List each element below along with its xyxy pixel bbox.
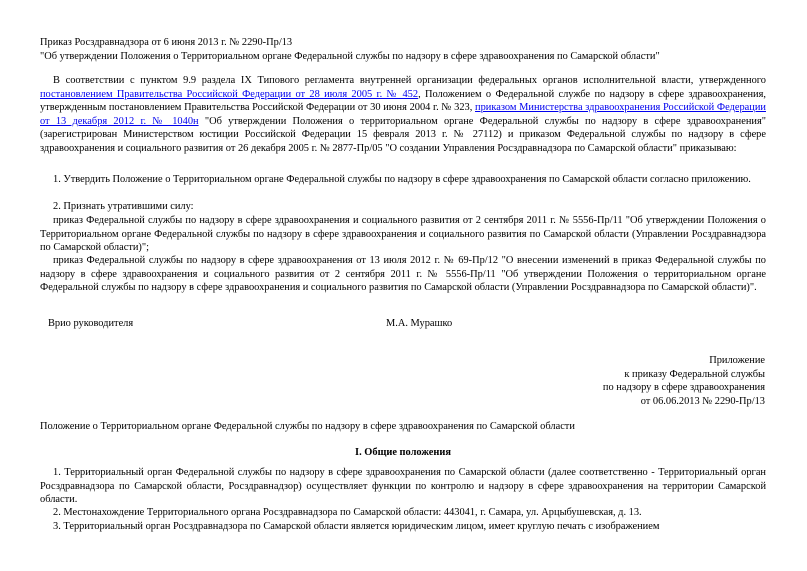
appendix-caption [520, 354, 765, 408]
ministry-order-link[interactable]: приказом Министерства здравоохранения Российской Федерации от 13 декабря 2012 г. № 1040н [40, 102, 766, 127]
signature-position: Врио руководителя [48, 318, 134, 329]
order-item-1: 1. Утвердить Положение о Территориальном органе Федеральной службы по надзору в сфере здравоохранения по Самарской области согласно приложению. [53, 174, 751, 185]
preamble-text-2: , Положением о Федеральной службе по надзору в сфере здравоохранения, утвержденным постановлением Правительства Российской Федерации от 30 июня 2004 г. № 323, [40, 88, 766, 114]
regulation-item-3: 3. Территориальный орган Росздравнадзора по Самарской области является юридическим лицом, имеет круглую печать с изображением [53, 521, 660, 532]
section-heading: I. Общие положения [355, 447, 451, 458]
appendix-line-3: по надзору в сфере здравоохранения [602, 382, 765, 394]
regulation-title: Положение о Территориальном органе Федеральной службы по надзору в сфере здравоохранения по Самарской области [40, 421, 575, 432]
appendix-line-2: к приказу Федеральной службы [624, 368, 765, 380]
regulation-item-2: 2. Местонахождение Территориального органа Росздравнадзора по Самарской области: 443041, г. Самара, ул. Арцыбушевская, д. 13. [53, 507, 642, 518]
preamble-text-1: В соответствии с пунктом 9.9 раздела IX Типового регламента внутренней организации федеральных органов исполнительной власти, утвержденного [53, 75, 766, 86]
order-title-line2: "Об утверждении Положения о Территориальном органе Федеральной службы по надзору в сфере здравоохранения по Самарской области" [40, 50, 660, 62]
government-decree-link[interactable]: постановлением Правительства Российской Федерации от 28 июля 2005 г. № 452 [40, 88, 419, 100]
order-title-line1: Приказ Росздравнадзора от 6 июня 2013 г. № 2290-Пр/13 [40, 37, 293, 48]
preamble-paragraph [40, 74, 766, 156]
appendix-line-1: Приложение [709, 355, 765, 366]
preamble-text-3: "Об утверждении Положения о территориальном органе Федеральной службы по надзору в сфере здравоохранения" (зарегистрирован Министерством юстиции Российской Федерации 15 февраля 2013 г. № 27112) и приказом Федеральной службы по надзору в сфере здравоохранения и социального развития от 26 декабря 2005 г. № 2877-Пр/05 "О создании Управления Росздравнадзора по Самарской области" приказываю: [40, 115, 766, 154]
appendix-line-4: от 06.06.2013 № 2290-Пр/13 [640, 395, 765, 407]
order-title [40, 36, 766, 63]
order-item-2b: приказ Федеральной службы по надзору в сфере здравоохранения от 13 июля 2012 г. № 69-Пр/12 "О внесении изменений в приказ Федеральной службы по надзору в сфере здравоохранения и социального развития от 2 сентября 2011 г. № 5556-Пр/11 "Об утверждении Положения о территориальном органе Федеральной службы по надзору в сфере здравоохранения и социального развития по Самарской области (Управлении Росздравнадзора по Самарской области)". [40, 255, 766, 294]
order-item-2a: приказ Федеральной службы по надзору в сфере здравоохранения и социального развития от 2 сентября 2011 г. № 5556-Пр/11 "Об утверждении Положения о Территориальном органе Федеральной службы по надзору в сфере здравоохранения и социального развития по Самарской области (Управлении Росздравнадзора по Самарской области)"; [40, 215, 766, 254]
signature-name: М.А. Мурашко [386, 318, 453, 329]
regulation-item-1: 1. Территориальный орган Федеральной службы по надзору в сфере здравоохранения по Самарской области (далее соответственно - Территориальный орган Росздравнадзора по Самарской области, Росздравнадзор) осуществляет функции по контролю и надзору в сфере здравоохранения на территории Самарской области. [40, 467, 766, 506]
order-item-2: 2. Признать утратившими силу: [53, 201, 194, 212]
